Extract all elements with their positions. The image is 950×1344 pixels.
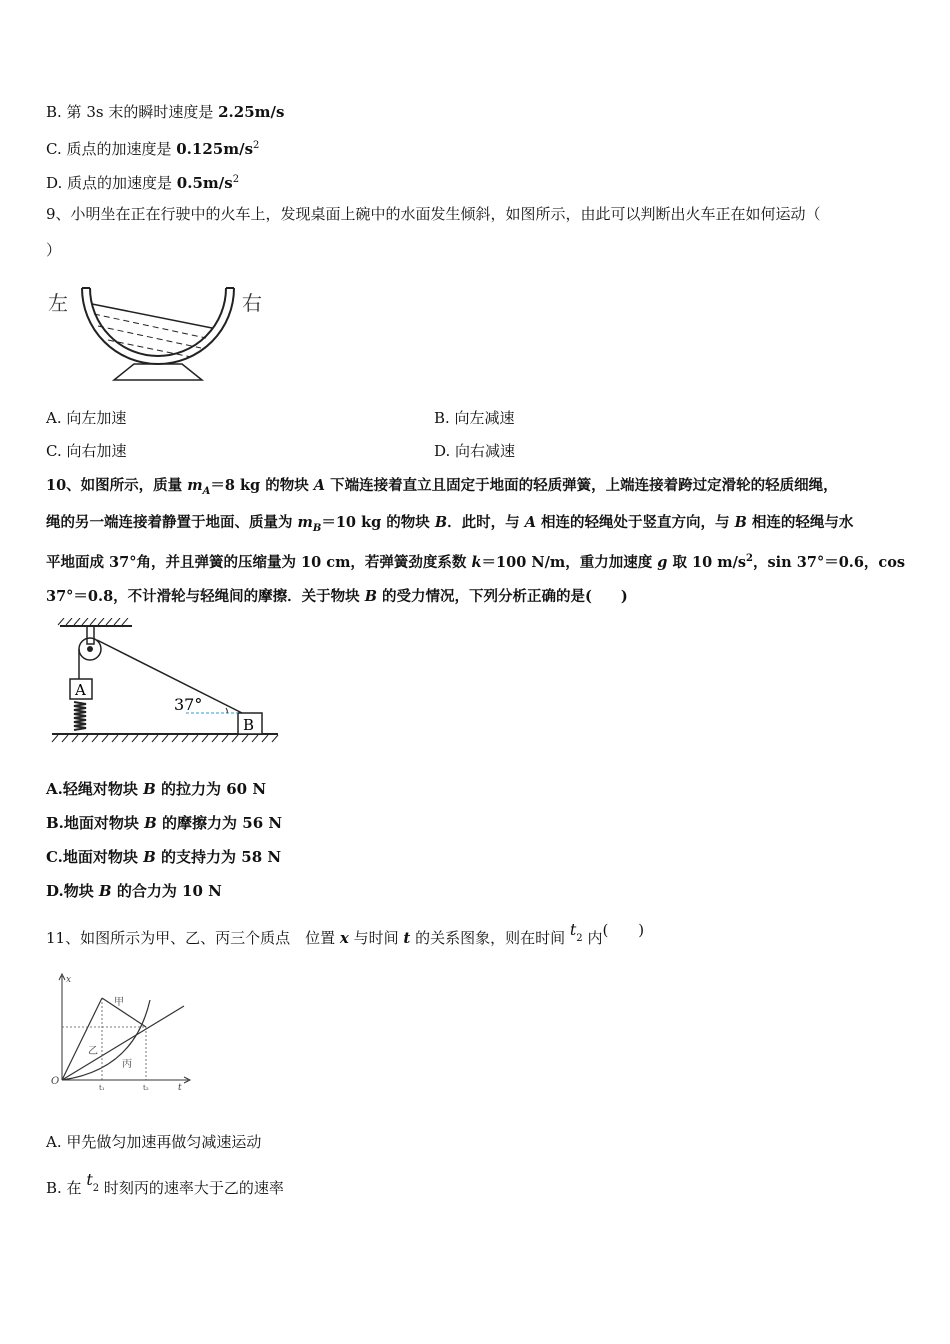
q10-option-c: C.地面对物块 B 的支持力为 58 N	[46, 848, 282, 866]
position-time-graph	[46, 970, 196, 1094]
q10-stem-line4: 37°＝0.8，不计滑轮与轻绳间的摩擦．关于物块 B 的受力情况，下列分析正确的是( )	[46, 588, 628, 605]
pulley-mount	[87, 626, 94, 644]
svg-text:x: x	[66, 975, 72, 985]
svg-text:甲: 甲	[114, 997, 124, 1008]
q8-option-b: B. 第 3s 末的瞬时速度是 2.25m/s	[46, 103, 285, 121]
svg-text:B: B	[243, 716, 255, 734]
bowl-inner	[90, 288, 226, 356]
q9-option-a: A. 向左加速	[46, 409, 127, 427]
q10-stem-line2: 绳的另一端连接着静置于地面、质量为 $m_B=10$ kg 的物块 B．此时，与 A 相连的轻绳处于竖直方向，与 B 相连的轻绳与水	[46, 514, 854, 534]
water-surface	[92, 304, 212, 328]
angle-label: 37°	[174, 695, 203, 714]
svg-text:t: t	[178, 1083, 182, 1093]
q10-stem-line1: 10、如图所示，质量 $m_A=8$ kg 的物块 A 下端连接着直立且固定于地面的轻质弹簧，上端连接着跨过定滑轮的轻质细绳，	[46, 477, 838, 497]
q8-option-c: C. 质点的加速度是 $0.125m/s^2$	[46, 140, 260, 158]
q10-option-d: D.物块 B 的合力为 10 N	[46, 882, 222, 900]
svg-text:t₂: t₂	[143, 1084, 149, 1092]
bowl-figure	[46, 282, 276, 384]
bowl-base	[114, 364, 202, 380]
q9-stem: 9、小明坐在正在行驶中的火车上，发现桌面上碗中的水面发生倾斜，如图所示，由此可以判断出火车正在如何运动（	[46, 205, 821, 223]
q10-stem-line3: 平地面成 37°角，并且弹簧的压缩量为 10 cm，若弹簧劲度系数 k＝100 N/m，重力加速度 g 取 10 $m/s^2$，sin 37°＝0.6，cos	[46, 553, 906, 571]
q9-option-d: D. 向右减速	[434, 442, 516, 460]
q8-option-d: D. 质点的加速度是 $0.5m/s^2$	[46, 174, 240, 192]
pulley-figure	[46, 618, 286, 746]
q10-option-a: A.轻绳对物块 B 的拉力为 60 N	[46, 780, 267, 798]
q11-stem: 11、如图所示为甲、乙、丙三个质点 位置 x 与时间 t 的关系图象，则在时间 $t_2$ 内( )	[46, 920, 645, 947]
svg-text:丙: 丙	[122, 1059, 132, 1070]
q9-stem-end: ）	[46, 241, 62, 259]
fig-right-label: 右	[242, 291, 262, 315]
q9-option-b: B. 向左减速	[434, 409, 515, 427]
series-bing	[62, 1000, 150, 1080]
bowl-outer	[82, 288, 234, 364]
rope-slanted	[97, 640, 242, 713]
svg-text:A: A	[75, 681, 86, 699]
series-jia-fall	[102, 998, 146, 1027]
fig-left-label: 左	[48, 291, 68, 315]
q11-option-a: A. 甲先做匀加速再做匀减速运动	[46, 1133, 262, 1151]
q11-option-b: B. 在 $t_2$ 时刻丙的速率大于乙的速率	[46, 1170, 284, 1197]
spring	[74, 702, 86, 730]
q9-option-c: C. 向右加速	[46, 442, 127, 460]
svg-text:O: O	[51, 1076, 60, 1087]
q10-option-b: B.地面对物块 B 的摩擦力为 56 N	[46, 814, 283, 832]
svg-text:乙: 乙	[88, 1046, 98, 1057]
svg-text:t₁: t₁	[99, 1084, 105, 1092]
